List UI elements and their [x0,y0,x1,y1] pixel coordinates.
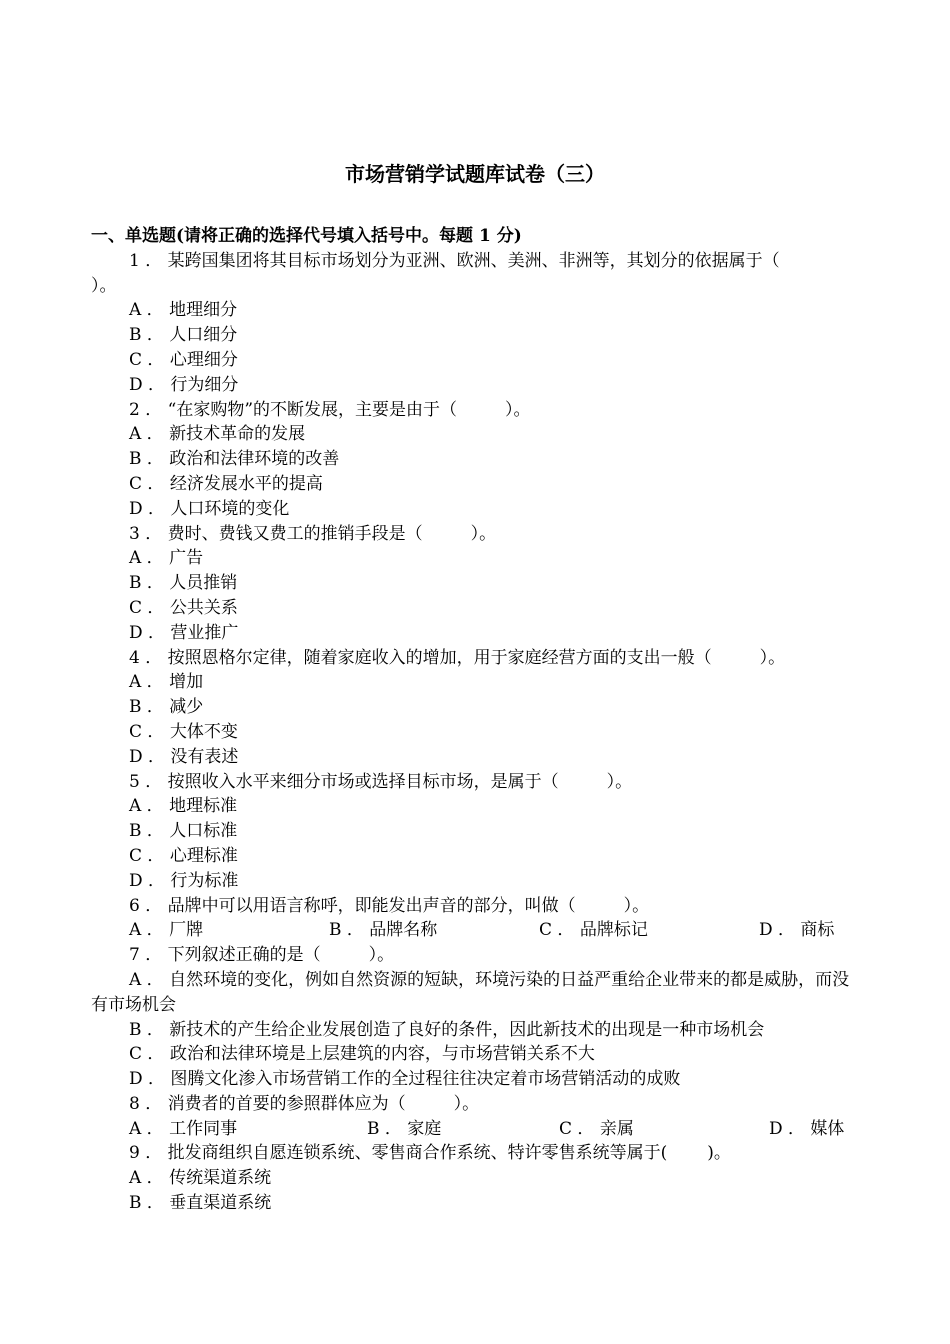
q6-option-b: B ． 品牌名称 [329,920,438,941]
q4-option-b: B ． 减少 [129,697,204,718]
question-4: 4 ． 按照恩格尔定律，随着家庭收入的增加，用于家庭经营方面的支出一般（ ）。 [129,647,786,668]
q1-option-c: C ． 心理细分 [129,349,238,370]
question-9: 9 ． 批发商组织自愿连锁系统、零售商合作系统、特许零售系统等属于( )。 [129,1143,731,1164]
q5-option-c: C ． 心理标准 [129,845,238,866]
q1-option-d: D ． 行为细分 [129,374,239,395]
q3-option-d: D ． 营业推广 [129,622,239,643]
question-6: 6 ． 品牌中可以用语言称呼，即能发出声音的部分，叫做（ ）。 [129,895,650,916]
q7-option-c: C ． 政治和法律环境是上层建筑的内容，与市场营销关系不大 [129,1044,595,1065]
q4-option-a: A ． 增加 [129,672,204,693]
q2-option-c: C ． 经济发展水平的提高 [129,473,323,494]
q8-option-b: B ． 家庭 [367,1118,442,1139]
q7-option-a: A ． 自然环境的变化，例如自然资源的短缺，环境污染的日益严重给企业带来的都是威胁，而没有市场机会 [91,969,850,1015]
q1-option-a: A ． 地理细分 [129,300,238,321]
q2-option-a: A ． 新技术革命的发展 [129,424,306,445]
q5-option-a: A ． 地理标准 [129,796,238,817]
question-1: 1 ． 某跨国集团将其目标市场划分为亚洲、欧洲、美洲、非洲等，其划分的依据属于（ [129,250,780,271]
q8-option-a: A ． 工作同事 [129,1118,238,1139]
question-8: 8 ． 消费者的首要的参照群体应为（ ）。 [129,1093,480,1114]
section-heading: 一、单选题(请将正确的选择代号填入括号中。每题 1 分) [91,226,522,246]
q2-option-d: D ． 人口环境的变化 [129,498,290,519]
q4-option-c: C ． 大体不变 [129,721,238,742]
q8-option-d: D ． 媒体 [769,1118,845,1139]
q3-option-a: A ． 广告 [129,548,204,569]
document-body [91,224,861,1216]
q8-option-c: C ． 亲属 [559,1118,634,1139]
question-2: 2 ． “在家购物”的不断发展，主要是由于（ ）。 [129,399,531,420]
q5-option-d: D ． 行为标准 [129,870,239,891]
q7-option-d: D ． 图腾文化渗入市场营销工作的全过程往往决定着市场营销活动的成败 [129,1069,681,1090]
q6-option-a: A ． 厂牌 [129,920,204,941]
q8-options-row [91,1117,861,1142]
question-3: 3 ． 费时、费钱又费工的推销手段是（ ）。 [129,523,497,544]
question-7: 7 ． 下列叙述正确的是（ ）。 [129,945,395,966]
q9-option-b: B ． 垂直渠道系统 [129,1193,272,1214]
question-5: 5 ． 按照收入水平来细分市场或选择目标市场，是属于（ ）。 [129,771,633,792]
q5-option-b: B ． 人口标准 [129,821,238,842]
q9-option-a: A ． 传统渠道系统 [129,1168,272,1189]
q6-options-row [91,918,861,943]
q6-option-c: C ． 品牌标记 [539,920,648,941]
q6-option-d: D ． 商标 [759,920,835,941]
q4-option-d: D ． 没有表述 [129,746,239,767]
page-title: 市场营销学试题库试卷（三） [345,162,605,186]
q3-option-b: B ． 人员推销 [129,573,238,594]
q2-option-b: B ． 政治和法律环境的改善 [129,449,340,470]
q1-option-b: B ． 人口细分 [129,325,238,346]
question-1-cont: ）。 [91,275,117,296]
q7-option-b: B ． 新技术的产生给企业发展创造了良好的条件，因此新技术的出现是一种市场机会 [129,1019,765,1040]
q3-option-c: C ． 公共关系 [129,597,238,618]
